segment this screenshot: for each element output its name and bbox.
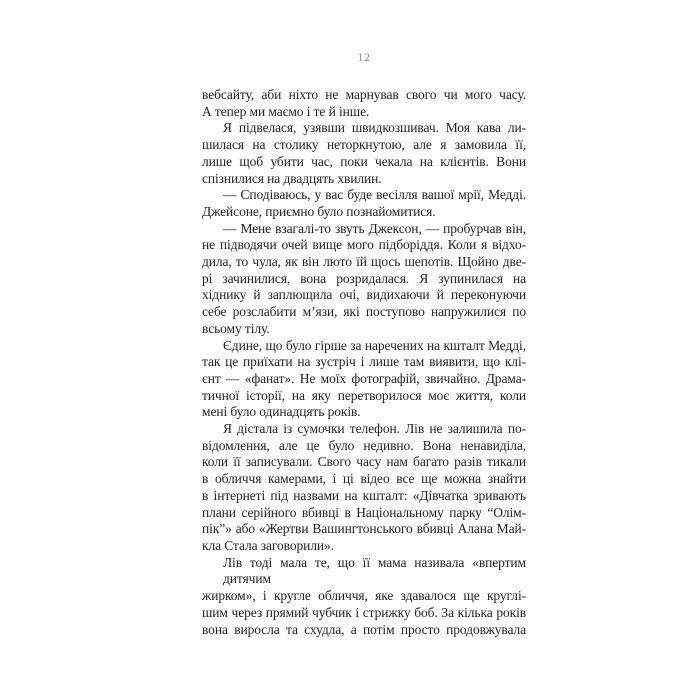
paragraph (202, 187, 526, 220)
text-line: єнт — «фанат». Не моїх фотографій, звичайно. Драма- (202, 370, 526, 386)
text-line: мені було одинадцять років. (202, 404, 361, 420)
text-line: Лів тоді мала те, що її мама називала «впертим дитячим (223, 554, 526, 587)
text-line: в інтернеті під назвами на кшталт: «Дівчатка зривають (202, 487, 526, 503)
paragraph (202, 120, 526, 187)
text-line: А тепер ми маємо і те й інше. (202, 103, 370, 119)
text-line: Я дістала із сумочки телефон. Лів не залишила по- (223, 421, 526, 437)
text-line: Єдине, що було гірше за наречених на кшталт Медді, (223, 337, 526, 353)
text-line: дила, то чула, як він люто їй щось шепотів. Щойно две- (202, 254, 526, 270)
text-line: себе розслабити м’язи, які поступово напружилися по (202, 304, 526, 320)
text-line: рі зачинилися, вона розридалася. Я зупинилася на (202, 270, 526, 286)
page-number: 12 (357, 50, 371, 64)
text-line: всьому тілу. (202, 320, 270, 336)
text-line: коли її записували. Свого часу нам багато разів тикали (202, 454, 526, 470)
paragraph (202, 338, 526, 422)
text-line: — Сподіваюсь, у вас буде весілля вашої мрії, Медді. (223, 187, 526, 203)
text-line: пік”» або «Жертви Вашингтонського вбивці Алана Май- (202, 521, 526, 537)
text-line: Я підвелася, узявши швидкозшивач. Моя кава ли- (223, 120, 526, 136)
text-line: відомлення, але це було недивно. Вона ненавиділа, (202, 437, 526, 453)
page-text (202, 87, 526, 638)
text-line: — Мене взагалі-то звуть Джексон, — пробурчав він, (223, 220, 526, 236)
text-line: жирком», і кругле обличчя, яке здавалося ще круглі- (202, 588, 526, 604)
text-line: лише щоб убити час, поки чекала на клієнтів. Вони (202, 153, 526, 169)
text-line: не підводячи очей вище мого підборіддя. Коли я відхо- (202, 237, 526, 253)
paragraph (202, 421, 526, 555)
text-line: вона виросла та схудла, а потім просто продовжувала (202, 621, 526, 637)
text-line: шим через прямий чубчик і стрижку боб. За кілька років (202, 604, 526, 620)
text-line: шилася на столику неторкнутою, але я замовила її, (202, 137, 526, 153)
text-line: так це приїхати на зустріч і лише там виявити, що клі- (202, 354, 526, 370)
text-line: плани серійного вбивці в Національному парку “Олім- (202, 504, 526, 520)
text-line: вебсайту, аби ніхто не марнував свого чи мого часу. (202, 87, 526, 102)
text-line: кла Стала заговорили». (202, 537, 334, 553)
text-line: Джейсоне, приємно було познайомитися. (202, 203, 436, 219)
paragraph (202, 87, 526, 120)
text-line: хіднику й заплющила очі, видихаючи й переконуючи (202, 287, 526, 303)
text-line: тичної історії, на яку перетворилося моє життя, коли (202, 387, 526, 403)
text-line: спізнилися на двадцять хвилин. (202, 170, 382, 186)
text-line: в обличчя камерами, і ці відео все ще можна знайти (202, 471, 526, 487)
paragraph (202, 221, 526, 338)
paragraph (202, 555, 526, 639)
